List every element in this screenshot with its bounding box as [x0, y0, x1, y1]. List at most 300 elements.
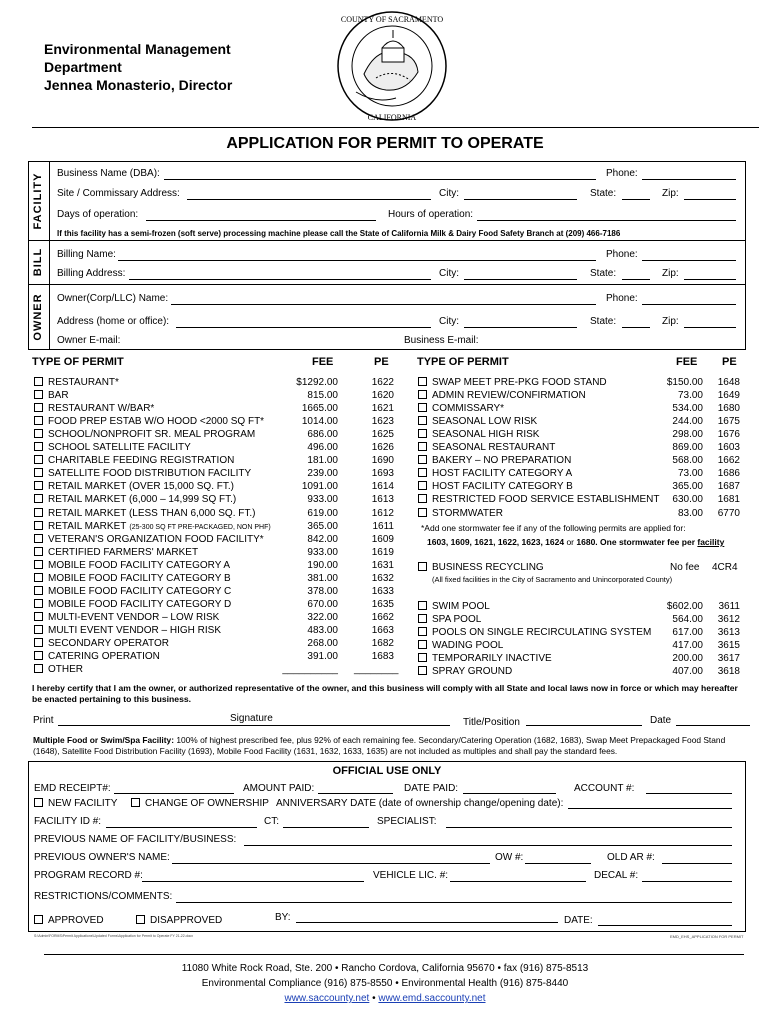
multiple-facility-note	[33, 735, 745, 757]
permit-checkbox[interactable]	[418, 614, 427, 623]
permit-pe-code: 1683	[371, 651, 394, 663]
permit-row[interactable]	[34, 625, 221, 638]
permit-pe-code: 3613	[717, 627, 740, 639]
permit-label: MULTI EVENT VENDOR – HIGH RISK	[48, 624, 221, 636]
amount-paid-field[interactable]	[318, 793, 393, 794]
new-facility-label: NEW FACILITY	[48, 798, 118, 809]
owner-phone-label: Phone:	[606, 293, 638, 304]
permit-checkbox[interactable]	[418, 403, 427, 412]
permit-label: SCHOOL SATELLITE FACILITY	[48, 442, 191, 454]
permit-fee: 869.00	[672, 442, 703, 454]
recycling-note: (All fixed facilities in the City of Sacramento and Unincorporated County)	[432, 575, 673, 584]
footer-divider	[44, 954, 744, 955]
specialist-label: SPECIALIST:	[377, 816, 437, 827]
permit-checkbox[interactable]	[34, 468, 43, 477]
program-record-field[interactable]	[142, 881, 364, 882]
business-name-field[interactable]	[164, 179, 596, 180]
permit-fee: 73.00	[677, 390, 703, 402]
permit-pe-code: ________	[354, 664, 399, 676]
ct-field[interactable]	[283, 827, 369, 828]
facility-id-field[interactable]	[106, 827, 257, 828]
business-recycling-checkbox[interactable]	[418, 562, 427, 571]
permit-pe-code: 1686	[717, 468, 740, 480]
permit-checkbox[interactable]	[418, 481, 427, 490]
director-name: Jennea Monasterio, Director	[44, 77, 233, 93]
permit-checkbox[interactable]	[418, 508, 427, 517]
permit-row[interactable]	[418, 403, 504, 416]
multiple-facility-text: 100% of highest prescribed fee, plus 92% of each remaining fee. Secondary/Catering Operation (1682, 1683), Swap Meet Prepackaged Food Stand (1648), Satellite Food Distribution Facility (1693), Mobile Food Facility (1631, 1632, 1633, 1635) are not included as multiples and shall pay the standard fees.	[33, 735, 726, 756]
permit-row[interactable]	[34, 560, 230, 573]
county-seal	[336, 8, 448, 126]
permit-label: RETAIL MARKET (6,000 – 14,999 SQ FT.)	[48, 494, 237, 506]
header-divider	[32, 127, 759, 128]
ow-label: OW #:	[495, 852, 524, 863]
dept-line-2: Department	[44, 59, 122, 75]
business-recycling-pe: 4CR4	[712, 562, 738, 573]
permit-checkbox[interactable]	[34, 664, 43, 673]
bill-phone-label: Phone:	[606, 249, 638, 260]
dept-line-1: Environmental Management	[44, 41, 231, 57]
permit-row[interactable]	[34, 429, 255, 442]
permit-label: RETAIL MARKET (LESS THAN 6,000 SQ. FT.)	[48, 507, 256, 519]
permit-pe-code: 1613	[371, 494, 394, 506]
seal-text-bottom: CALIFORNIA	[367, 113, 417, 122]
permit-checkbox[interactable]	[34, 638, 43, 647]
permit-fee: 815.00	[307, 390, 338, 402]
specialist-field[interactable]	[446, 827, 732, 828]
facility-state-field[interactable]	[622, 199, 650, 200]
ct-label: CT:	[264, 816, 279, 827]
business-recycling-label: BUSINESS RECYCLING	[432, 562, 544, 573]
date-label: Date	[650, 715, 672, 726]
permit-row[interactable]	[34, 416, 264, 429]
permit-pe-code: 1648	[717, 377, 740, 388]
owner-zip-field[interactable]	[684, 327, 736, 328]
permit-checkbox[interactable]	[34, 390, 43, 399]
permit-row[interactable]	[34, 521, 271, 534]
permit-checkbox[interactable]	[418, 468, 427, 477]
permit-pe-code: 1626	[371, 442, 394, 454]
permit-checkbox[interactable]	[34, 481, 43, 490]
account-label: ACCOUNT #:	[574, 783, 635, 794]
permit-row[interactable]	[34, 586, 231, 599]
business-recycling-row[interactable]	[418, 562, 544, 575]
side-divider	[49, 161, 50, 350]
permit-label: HOST FACILITY CATEGORY A	[432, 468, 573, 480]
fee-header-left: FEE	[312, 356, 334, 368]
permit-pe-code: 1609	[371, 533, 394, 545]
permit-pe-code: 1622	[371, 377, 394, 388]
permit-checkbox[interactable]	[34, 534, 43, 543]
change-ownership-option[interactable]	[131, 798, 269, 811]
bill-zip-field[interactable]	[684, 279, 736, 280]
permit-row[interactable]	[418, 377, 607, 390]
soft-serve-notice: If this facility has a semi-frozen (soft serve) processing machine please call the State of California Milk & Dairy Food Safety Branch at (209) 466-7186	[57, 229, 621, 238]
permit-checkbox[interactable]	[34, 494, 43, 503]
permit-row[interactable]	[34, 547, 198, 560]
date-field[interactable]	[676, 725, 750, 726]
stormwater-facility: facility	[697, 537, 725, 547]
permit-pe-code: 1635	[371, 598, 394, 610]
official-date-field[interactable]	[598, 925, 732, 926]
permit-pe-code: 1612	[371, 507, 394, 519]
permit-fee: 483.00	[307, 624, 338, 636]
days-label: Days of operation:	[57, 209, 139, 220]
permit-fee: 298.00	[672, 429, 703, 441]
permit-row[interactable]	[34, 508, 255, 521]
permit-row[interactable]	[34, 494, 236, 507]
permit-fee: 268.00	[307, 638, 338, 649]
permit-checkbox[interactable]	[34, 442, 43, 451]
signature-label: Signature	[230, 713, 273, 724]
permit-checkbox[interactable]	[34, 547, 43, 556]
official-date-label: DATE:	[564, 915, 593, 926]
footer-phones: Environmental Compliance (916) 875-8550 • Environmental Health (916) 875-8440	[201, 978, 569, 989]
permit-checkbox[interactable]	[418, 377, 427, 386]
billing-address-field[interactable]	[129, 279, 431, 280]
permit-pe-code: 1649	[717, 390, 740, 402]
old-ar-field[interactable]	[662, 863, 732, 864]
permit-label: MOBILE FOOD FACILITY CATEGORY D	[48, 598, 232, 610]
new-facility-option[interactable]	[34, 798, 117, 811]
permit-pe-code: 1623	[371, 416, 394, 428]
form-id-fine-print: EMD_EHS_APPLICATION FOR PERMIT	[670, 934, 744, 939]
permit-row[interactable]	[418, 627, 651, 640]
previous-name-label: PREVIOUS NAME OF FACILITY/BUSINESS:	[34, 834, 237, 845]
permit-fee: 1665.00	[301, 403, 338, 415]
permit-row[interactable]	[34, 664, 83, 677]
permit-pe-code: 3617	[717, 653, 740, 665]
permit-label: SATELLITE FOOD DISTRIBUTION FACILITY	[48, 468, 252, 480]
permit-pe-code: 1620	[371, 390, 394, 402]
permit-pe-code: 1681	[717, 494, 740, 506]
permit-row[interactable]	[418, 614, 481, 627]
permit-fee: 1014.00	[301, 416, 338, 428]
owner-address-field[interactable]	[176, 327, 431, 328]
fee-header-right: FEE	[676, 356, 698, 368]
permit-row[interactable]	[34, 638, 169, 651]
facility-state-label: State:	[590, 188, 617, 199]
permit-row[interactable]	[34, 599, 231, 612]
permit-pe-code: 1662	[371, 611, 394, 623]
permit-checkbox[interactable]	[34, 508, 43, 517]
owner-state-label: State:	[590, 316, 617, 327]
facility-id-label: FACILITY ID #:	[34, 816, 102, 827]
permit-label: SCHOOL/NONPROFIT SR. MEAL PROGRAM	[48, 429, 256, 441]
permit-fee: 200.00	[672, 653, 703, 665]
permit-pe-code: 1693	[371, 468, 394, 480]
bill-state-field[interactable]	[622, 279, 650, 280]
permit-row[interactable]	[418, 468, 572, 481]
permit-row[interactable]	[34, 651, 160, 664]
approved-label: APPROVED	[48, 915, 104, 926]
permit-fee: 568.00	[672, 455, 703, 467]
stormwater-fee-per: One stormwater fee per	[600, 537, 695, 547]
permit-checkbox[interactable]	[34, 599, 43, 608]
permit-row[interactable]	[418, 653, 552, 666]
permit-checkbox[interactable]	[34, 521, 43, 530]
facility-phone-label: Phone:	[606, 168, 638, 179]
permit-row[interactable]	[34, 390, 69, 403]
print-label: Print	[33, 715, 54, 726]
permit-checkbox[interactable]	[418, 627, 427, 636]
permit-label: CHARITABLE FEEDING REGISTRATION	[48, 455, 235, 467]
facility-city-field[interactable]	[464, 199, 577, 200]
permit-pe-code: 1625	[371, 429, 394, 441]
permit-row[interactable]	[418, 494, 659, 507]
permit-label: RESTRICTED FOOD SERVICE ESTABLISHMENT	[432, 494, 660, 506]
permit-label: HOST FACILITY CATEGORY B	[432, 481, 573, 493]
old-ar-label: OLD AR #:	[607, 852, 655, 863]
billing-name-field[interactable]	[118, 260, 596, 261]
ow-field[interactable]	[525, 863, 591, 864]
permit-pe-code: 3615	[717, 640, 740, 652]
decal-field[interactable]	[642, 881, 732, 882]
permit-pe-code: 3618	[717, 666, 740, 678]
permit-fee: 322.00	[307, 611, 338, 623]
permit-label: SEASONAL LOW RISK	[432, 416, 538, 428]
permit-checkbox[interactable]	[34, 651, 43, 660]
permit-label: POOLS ON SINGLE RECIRCULATING SYSTEM	[432, 627, 652, 639]
permit-fee: 378.00	[307, 585, 338, 597]
permit-label: SEASONAL HIGH RISK	[432, 429, 540, 441]
disapproved-checkbox[interactable]	[136, 915, 145, 924]
permit-fee: 239.00	[307, 468, 338, 480]
owner-name-label: Owner(Corp/LLC) Name:	[57, 293, 169, 304]
permit-label: RETAIL MARKET (OVER 15,000 SQ. FT.)	[48, 481, 234, 493]
permit-row[interactable]	[34, 481, 234, 494]
facility-zip-label: Zip:	[662, 188, 679, 199]
permit-label: FOOD PREP ESTAB W/O HOOD <2000 SQ FT*	[48, 416, 265, 428]
facility-zip-field[interactable]	[684, 199, 736, 200]
permit-pe-code: 1687	[717, 481, 740, 493]
permit-checkbox[interactable]	[34, 612, 43, 621]
by-label: BY:	[275, 912, 291, 923]
permit-checkbox[interactable]	[418, 653, 427, 662]
owner-city-field[interactable]	[464, 327, 577, 328]
permit-pe-code: 1603	[717, 442, 740, 454]
stormwater-note-2	[427, 537, 724, 547]
bill-zip-label: Zip:	[662, 268, 679, 279]
permit-fee: 1091.00	[301, 481, 338, 493]
permit-row[interactable]	[34, 573, 231, 586]
stormwater-code-1680: 1680.	[576, 537, 598, 547]
permit-pe-code: 1675	[717, 416, 740, 428]
permit-fee: $1292.00	[296, 377, 338, 388]
restrictions-label: RESTRICTIONS/COMMENTS:	[34, 891, 173, 902]
approved-checkbox[interactable]	[34, 915, 43, 924]
permit-checkbox[interactable]	[34, 429, 43, 438]
permit-label: CERTIFIED FARMERS' MARKET	[48, 546, 199, 558]
owner-city-label: City:	[439, 316, 459, 327]
saccounty-link[interactable]: www.saccounty.net	[284, 993, 370, 1004]
permit-checkbox[interactable]	[34, 377, 43, 386]
change-ownership-checkbox[interactable]	[131, 798, 140, 807]
permit-label: WADING POOL	[432, 640, 504, 652]
permit-label: RESTAURANT W/BAR*	[48, 403, 155, 415]
permit-row[interactable]	[418, 640, 503, 653]
disapproved-option[interactable]	[136, 915, 222, 928]
permit-row[interactable]	[418, 390, 586, 403]
permit-row[interactable]	[34, 442, 191, 455]
permit-checkbox[interactable]	[418, 429, 427, 438]
decal-label: DECAL #:	[594, 870, 639, 881]
permit-row[interactable]	[418, 601, 490, 614]
print-signature-field[interactable]	[58, 725, 450, 726]
days-field[interactable]	[146, 220, 376, 221]
permit-fee: 391.00	[307, 651, 338, 663]
certification-text: I hereby certify that I am the owner, or authorized representative of the owner, and this business will comply with all State and local laws now in force or which may hereafter be enacted pertaining to this business.	[32, 683, 738, 704]
owner-name-field[interactable]	[171, 304, 596, 305]
permit-type-header-right: TYPE OF PERMIT	[417, 356, 509, 368]
site-address-label: Site / Commissary Address:	[57, 188, 180, 199]
site-address-field[interactable]	[187, 199, 431, 200]
permit-fee: 842.00	[307, 533, 338, 545]
permit-row[interactable]	[34, 455, 234, 468]
change-ownership-label: CHANGE OF OWNERSHIP	[145, 798, 269, 809]
pe-header-left: PE	[374, 356, 389, 368]
permit-pe-code: 1631	[371, 559, 394, 571]
permit-checkbox[interactable]	[34, 416, 43, 425]
previous-owner-field[interactable]	[172, 863, 490, 864]
permit-pe-code: 1633	[371, 585, 394, 597]
permit-checkbox[interactable]	[34, 625, 43, 634]
permit-checkbox[interactable]	[418, 666, 427, 675]
facility-phone-field[interactable]	[642, 179, 736, 180]
emd-receipt-field[interactable]	[114, 793, 234, 794]
anniversary-label: ANNIVERSARY DATE (date of ownership change/opening date):	[276, 798, 564, 809]
emd-receipt-label: EMD RECEIPT#:	[34, 783, 111, 794]
permit-fee: 686.00	[307, 429, 338, 441]
permit-row[interactable]	[34, 377, 119, 390]
file-path-fine-print: S:\Admin\FORMS\Permit Applications\Updated Forms\Application for Permit to Operate FY 21-22.docx	[34, 934, 194, 938]
permit-row[interactable]	[418, 416, 537, 429]
emd-link[interactable]: www.emd.saccounty.net	[378, 993, 486, 1004]
permit-row[interactable]	[34, 403, 154, 416]
bill-phone-field[interactable]	[642, 260, 736, 261]
permit-checkbox[interactable]	[418, 601, 427, 610]
title-position-label: Title/Position	[463, 717, 520, 728]
permit-checkbox[interactable]	[34, 403, 43, 412]
permit-row[interactable]	[34, 468, 251, 481]
by-field[interactable]	[296, 922, 558, 923]
permit-checkbox[interactable]	[34, 573, 43, 582]
anniversary-field[interactable]	[568, 808, 732, 809]
hours-field[interactable]	[477, 220, 736, 221]
permit-fee: 496.00	[307, 442, 338, 454]
bill-divider	[28, 284, 746, 285]
permit-pe-code: 6770	[717, 507, 740, 519]
permit-pe-code: 1680	[717, 403, 740, 415]
permit-fee: 933.00	[307, 546, 338, 558]
permit-fee: 381.00	[307, 572, 338, 584]
vehicle-lic-label: VEHICLE LIC. #:	[373, 870, 449, 881]
permit-row[interactable]	[34, 534, 264, 547]
permit-fee: 617.00	[672, 627, 703, 639]
account-field[interactable]	[646, 793, 732, 794]
permit-row[interactable]	[418, 666, 512, 679]
previous-name-field[interactable]	[244, 845, 732, 846]
permit-pe-code: 1611	[372, 520, 394, 532]
business-recycling-fee: No fee	[670, 562, 700, 573]
permit-fee: __________	[282, 664, 338, 676]
permit-fee: 190.00	[307, 559, 338, 571]
permit-label: BAR	[48, 390, 69, 402]
owner-phone-field[interactable]	[642, 304, 736, 305]
approved-option[interactable]	[34, 915, 104, 928]
permit-label: MOBILE FOOD FACILITY CATEGORY A	[48, 559, 231, 571]
permit-label: MOBILE FOOD FACILITY CATEGORY B	[48, 572, 231, 584]
pe-header-right: PE	[722, 356, 737, 368]
permit-checkbox[interactable]	[418, 416, 427, 425]
permit-row[interactable]	[418, 481, 573, 494]
permit-row[interactable]	[418, 508, 503, 521]
permit-checkbox[interactable]	[34, 586, 43, 595]
bill-city-field[interactable]	[464, 279, 577, 280]
permit-fee: 534.00	[672, 403, 703, 415]
permit-row[interactable]	[418, 442, 555, 455]
permit-row[interactable]	[418, 455, 571, 468]
permit-pe-code: 1682	[371, 638, 394, 649]
permit-pe-code: 3612	[717, 614, 740, 626]
vehicle-lic-field[interactable]	[450, 881, 586, 882]
owner-zip-label: Zip:	[662, 316, 679, 327]
permit-label: MOBILE FOOD FACILITY CATEGORY C	[48, 585, 232, 597]
permit-pe-code: 1619	[371, 546, 394, 558]
permit-checkbox[interactable]	[34, 455, 43, 464]
permit-fee: 365.00	[672, 481, 703, 493]
permit-label: TEMPORARILY INACTIVE	[432, 653, 552, 665]
permit-fee: 630.00	[672, 494, 703, 506]
permit-label: SECONDARY OPERATOR	[48, 638, 169, 649]
permit-pe-code: 1614	[371, 481, 394, 493]
permit-fee: 181.00	[307, 455, 338, 467]
restrictions-field[interactable]	[176, 902, 732, 903]
permit-checkbox[interactable]	[418, 442, 427, 451]
permit-label: SWAP MEET PRE-PKG FOOD STAND	[432, 377, 607, 388]
permit-checkbox[interactable]	[418, 640, 427, 649]
business-email-label: Business E-mail:	[404, 335, 479, 346]
date-paid-label: DATE PAID:	[404, 783, 459, 794]
hours-label: Hours of operation:	[388, 209, 474, 220]
footer-address: 11080 White Rock Road, Ste. 200 • Rancho Cordova, California 95670 • fax (916) 875-8513	[181, 963, 589, 974]
permit-checkbox[interactable]	[34, 560, 43, 569]
permit-row[interactable]	[34, 612, 219, 625]
permit-checkbox[interactable]	[418, 494, 427, 503]
seal-text-top: COUNTY OF SACRAMENTO	[340, 15, 444, 24]
permit-label-detail: (25-300 SQ FT PRE-PACKAGED, NON PHF)	[129, 523, 271, 531]
owner-state-field[interactable]	[622, 327, 650, 328]
permit-checkbox[interactable]	[418, 390, 427, 399]
title-position-field[interactable]	[526, 725, 642, 726]
footer-link-separator: •	[372, 993, 376, 1004]
permit-label: BAKERY – NO PREPARATION	[432, 455, 572, 467]
date-paid-field[interactable]	[463, 793, 556, 794]
disapproved-label: DISAPPROVED	[150, 915, 223, 926]
permit-pe-code: 1632	[371, 572, 394, 584]
permit-checkbox[interactable]	[418, 455, 427, 464]
permit-label: STORMWATER	[432, 507, 503, 519]
permit-label: CATERING OPERATION	[48, 651, 160, 663]
amount-paid-label: AMOUNT PAID:	[243, 783, 315, 794]
permit-pe-code: 1662	[717, 455, 740, 467]
permit-fee: $602.00	[666, 601, 703, 612]
new-facility-checkbox[interactable]	[34, 798, 43, 807]
permit-pe-code: 1676	[717, 429, 740, 441]
permit-row[interactable]	[418, 429, 539, 442]
bill-state-label: State:	[590, 268, 617, 279]
billing-address-label: Billing Address:	[57, 268, 126, 279]
